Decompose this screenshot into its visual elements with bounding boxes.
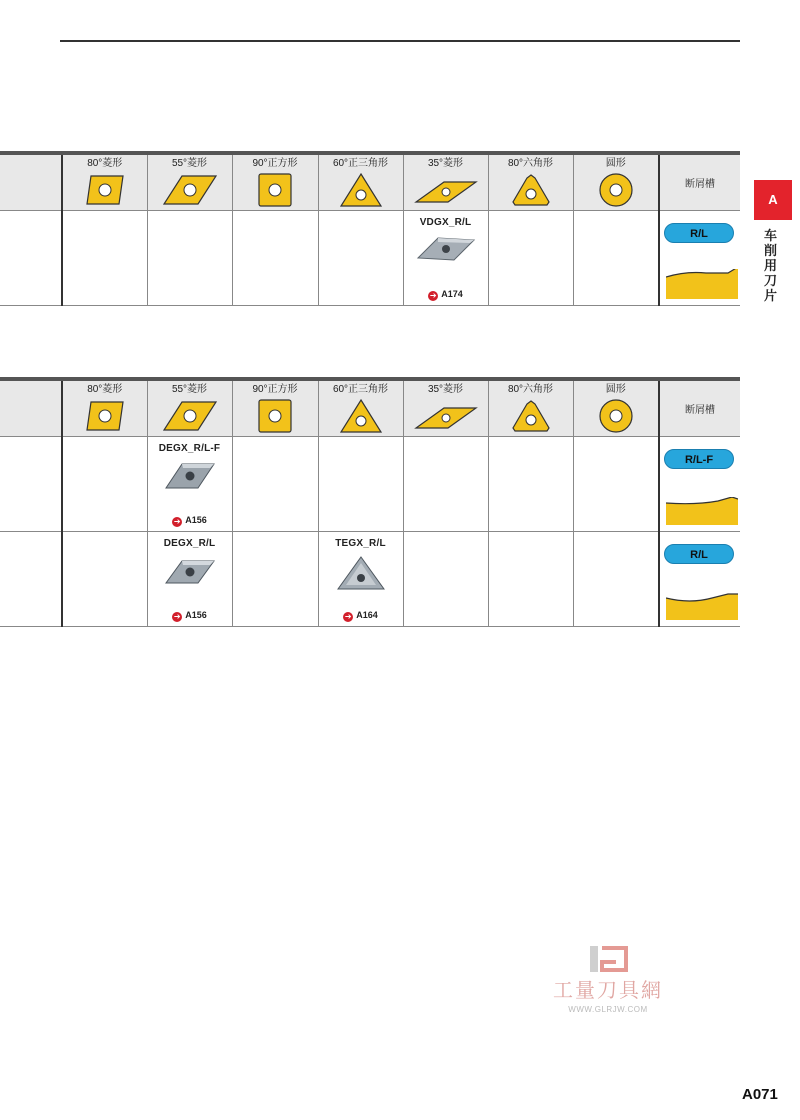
header-chipbreaker (659, 153, 740, 211)
section-tab[interactable]: A (754, 180, 792, 220)
trigon-80-icon (509, 398, 553, 434)
shape-label: 圆形 (605, 158, 626, 169)
chipbreaker-badge: R/L (664, 544, 734, 564)
chipbreaker-cell (659, 437, 740, 532)
shape-label: 90°正方形 (252, 384, 298, 395)
header-rhombus-55 (147, 379, 232, 437)
header-triangle-60 (318, 153, 403, 211)
insert-degx-f-image (162, 460, 218, 492)
header-rhombus-80 (62, 379, 147, 437)
header-trigon-80 (488, 153, 573, 211)
table-header-blank (0, 379, 62, 437)
watermark-url: WWW.GLRJW.COM (568, 1005, 648, 1014)
page-reference[interactable]: ➔ A174 (429, 289, 463, 300)
chipbreaker-profile-icon (666, 497, 738, 525)
header-rhombus-80 (62, 153, 147, 211)
shape-label: 80°菱形 (87, 158, 123, 169)
header-chipbreaker (659, 379, 740, 437)
table-header-blank (0, 153, 62, 211)
round-icon (596, 172, 636, 208)
rhombus-55-icon (160, 398, 220, 434)
chipbreaker-profile-icon (666, 592, 738, 620)
insert-table-2 (0, 377, 740, 627)
chipbreaker-profile-icon (666, 269, 738, 299)
header-rhombus-35 (403, 153, 488, 211)
header-triangle-60 (318, 379, 403, 437)
shape-label: 60°正三角形 (332, 384, 389, 395)
header-round (573, 153, 659, 211)
shape-label: 60°正三角形 (332, 158, 389, 169)
chipbreaker-header: 断屑槽 (685, 179, 715, 190)
rhombus-55-icon (160, 172, 220, 208)
table-row (0, 532, 740, 627)
watermark-logo (586, 944, 630, 974)
shape-label: 80°六角形 (507, 158, 554, 169)
arrow-right-icon: ➔ (429, 291, 437, 300)
page-number: A071 (742, 1086, 778, 1103)
header-rhombus-55 (147, 153, 232, 211)
insert-cell-degx-f[interactable] (147, 437, 232, 532)
triangle-60-icon (339, 398, 383, 434)
shape-label: 90°正方形 (252, 158, 298, 169)
arrow-right-icon: ➔ (344, 612, 352, 621)
insert-table-1 (0, 151, 740, 306)
watermark (538, 944, 678, 1014)
header-round (573, 379, 659, 437)
shape-label: 55°菱形 (171, 158, 208, 169)
insert-code: DEGX_R/L-F (158, 443, 221, 454)
section-title: 车削用刀片 (764, 228, 778, 303)
insert-vdgx-image (414, 234, 478, 264)
shape-label: 80°菱形 (87, 384, 123, 395)
insert-cell-tegx[interactable] (318, 532, 403, 627)
square-90-icon (255, 398, 295, 434)
shape-label: 55°菱形 (171, 384, 208, 395)
top-rule (60, 40, 740, 42)
shape-label: 80°六角形 (507, 384, 554, 395)
chipbreaker-cell (659, 532, 740, 627)
chipbreaker-cell (659, 211, 740, 306)
rhombus-80-icon (83, 398, 127, 434)
insert-cell-degx[interactable] (147, 532, 232, 627)
chipbreaker-badge: R/L-F (664, 449, 734, 469)
arrow-right-icon: ➔ (173, 612, 181, 621)
shape-label: 35°菱形 (427, 384, 464, 395)
insert-tegx-image (336, 555, 386, 593)
insert-code: TEGX_R/L (335, 538, 386, 549)
chipbreaker-badge: R/L (664, 223, 734, 243)
watermark-text: 工量刀具網 (553, 978, 663, 1002)
insert-degx-image (162, 555, 218, 587)
shape-label: 35°菱形 (427, 158, 464, 169)
header-square-90 (232, 153, 318, 211)
chipbreaker-header: 断屑槽 (685, 405, 715, 416)
round-icon (596, 398, 636, 434)
page-reference[interactable]: ➔ A156 (173, 610, 207, 621)
header-trigon-80 (488, 379, 573, 437)
rhombus-80-icon (83, 172, 127, 208)
page-reference[interactable]: ➔ A156 (173, 515, 207, 526)
page-reference[interactable]: ➔ A164 (344, 610, 378, 621)
rhombus-35-icon (414, 398, 478, 434)
rhombus-35-icon (414, 172, 478, 208)
square-90-icon (255, 172, 295, 208)
table-row (0, 211, 740, 306)
insert-cell-vdgx[interactable] (403, 211, 488, 306)
header-square-90 (232, 379, 318, 437)
shape-label: 圆形 (605, 384, 626, 395)
table-row (0, 437, 740, 532)
insert-code: VDGX_R/L (419, 217, 472, 228)
trigon-80-icon (509, 172, 553, 208)
header-rhombus-35 (403, 379, 488, 437)
insert-code: DEGX_R/L (163, 538, 216, 549)
triangle-60-icon (339, 172, 383, 208)
arrow-right-icon: ➔ (173, 517, 181, 526)
